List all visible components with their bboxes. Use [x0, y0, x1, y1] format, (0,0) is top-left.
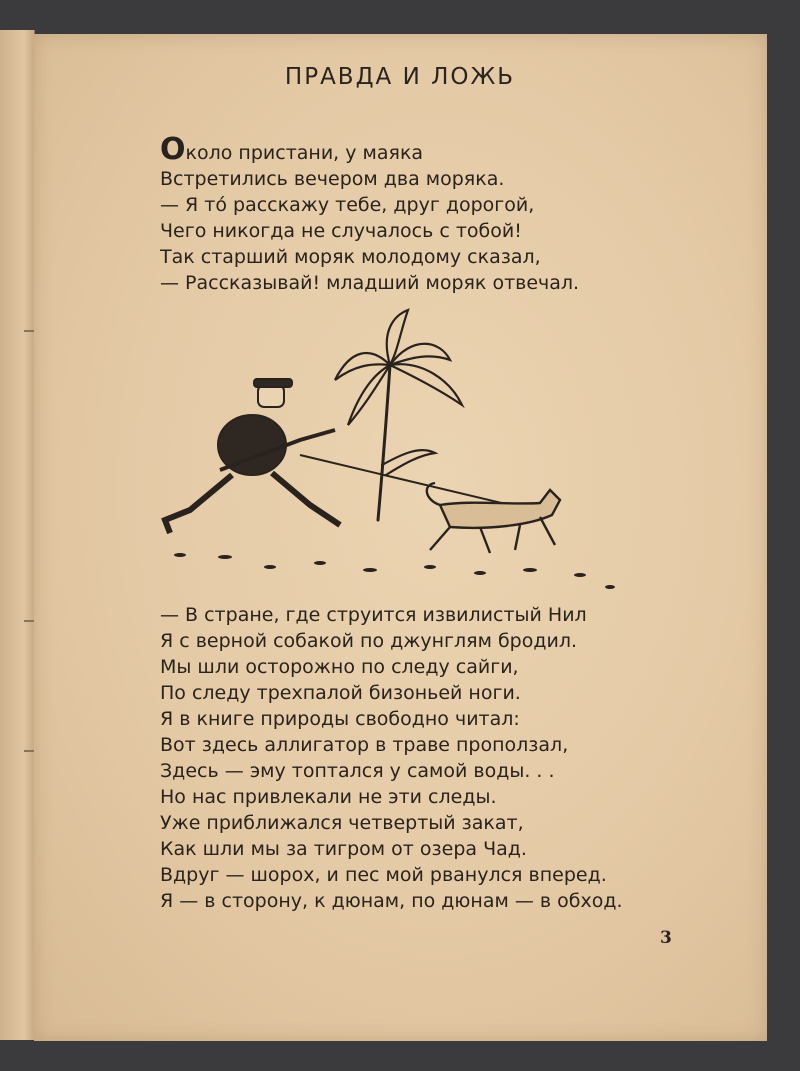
page-mark	[24, 620, 34, 622]
verse-line: Как шли мы за тигром от озера Чад.	[160, 838, 527, 860]
verse-line: Чего никогда не случалось с тобой!	[160, 220, 522, 242]
verse-line: — Рассказывай! младший моряк отвечал.	[160, 272, 580, 294]
verse-line: Но нас привлекали не эти следы.	[160, 786, 497, 808]
page-number: 3	[660, 928, 672, 948]
verse-line: — В стране, где струится извилистый Нил	[160, 604, 587, 626]
stanza-2	[160, 602, 623, 914]
verse-line: Я — в сторону, к дюнам, по дюнам — в обход.	[160, 890, 623, 912]
facing-page-edge	[0, 30, 35, 1040]
verse-line: — Я то́ расскажу тебе, друг дорогой,	[160, 194, 535, 216]
stanza-1	[160, 132, 580, 296]
verse-line: Около пристани, у маяка	[160, 132, 424, 167]
page-mark	[24, 330, 34, 332]
poem-title: ПРАВДА И ЛОЖЬ	[284, 64, 516, 90]
verse-line: Так старший моряк молодому сказал,	[160, 246, 541, 268]
verse-line: По следу трехпалой бизоньей ноги.	[160, 682, 521, 704]
sailor-dog-palm-illustration	[150, 305, 630, 605]
drop-cap: О	[160, 132, 186, 167]
verse-line: Здесь — эму топтался у самой воды. . .	[160, 760, 555, 782]
verse-line: Встретились вечером два моряка.	[160, 168, 505, 190]
page-mark	[24, 750, 34, 752]
verse-line: Мы шли осторожно по следу сайги,	[160, 656, 519, 678]
verse-line: Вот здесь аллигатор в траве проползал,	[160, 734, 569, 756]
verse-line: Я с верной собакой по джунглям бродил.	[160, 630, 578, 652]
verse-line: Вдруг — шорох, и пес мой рванулся вперед.	[160, 864, 607, 886]
verse-line: Уже приближался четвертый закат,	[160, 812, 524, 834]
verse-line: Я в книге природы свободно читал:	[160, 708, 520, 730]
